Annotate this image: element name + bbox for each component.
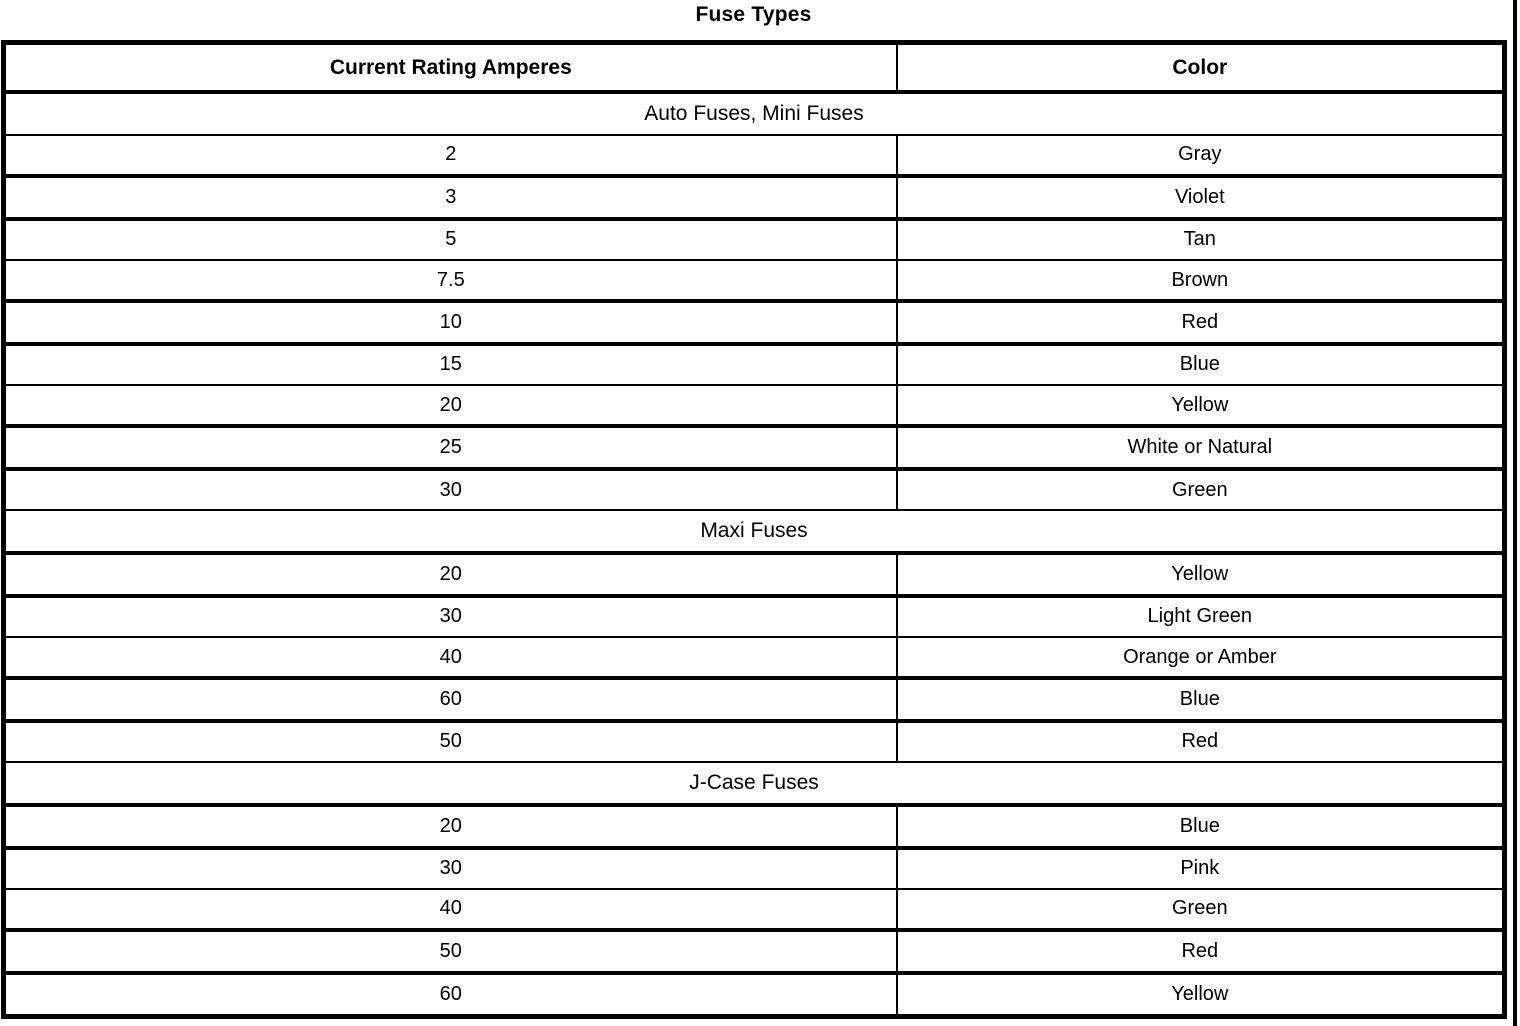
page-edge-divider — [1513, 0, 1517, 1026]
color-cell: Gray — [897, 135, 1505, 176]
amperes-cell: 50 — [4, 721, 897, 762]
table-row — [4, 260, 1505, 301]
column-header-amperes: Current Rating Amperes — [4, 43, 897, 93]
color-cell: Green — [897, 889, 1505, 930]
color-cell: Yellow — [897, 385, 1505, 426]
table-header-row — [4, 43, 1505, 93]
section-label-maxi-fuses: Maxi Fuses — [4, 510, 1505, 553]
color-cell: Blue — [897, 678, 1505, 721]
color-cell: Pink — [897, 848, 1505, 889]
page-title: Fuse Types — [695, 3, 812, 26]
amperes-cell: 7.5 — [4, 260, 897, 301]
section-row — [4, 510, 1505, 553]
amperes-cell: 50 — [4, 930, 897, 973]
color-cell: Yellow — [897, 973, 1505, 1017]
color-cell: Orange or Amber — [897, 637, 1505, 678]
amperes-cell: 5 — [4, 219, 897, 260]
amperes-cell: 15 — [4, 344, 897, 385]
amperes-cell: 3 — [4, 176, 897, 219]
color-cell: Red — [897, 301, 1505, 344]
amperes-cell: 2 — [4, 135, 897, 176]
section-label-auto-mini-fuses: Auto Fuses, Mini Fuses — [4, 92, 1505, 135]
color-cell: Green — [897, 469, 1505, 510]
section-row — [4, 762, 1505, 805]
table-row — [4, 385, 1505, 426]
section-label-j-case-fuses: J-Case Fuses — [4, 762, 1505, 805]
amperes-cell: 30 — [4, 469, 897, 510]
section-row — [4, 92, 1505, 135]
amperes-cell: 20 — [4, 553, 897, 596]
table-row — [4, 469, 1505, 510]
color-cell: Violet — [897, 176, 1505, 219]
table-row — [4, 426, 1505, 469]
amperes-cell: 10 — [4, 301, 897, 344]
amperes-cell: 40 — [4, 637, 897, 678]
table-row — [4, 596, 1505, 637]
column-header-color: Color — [897, 43, 1505, 93]
color-cell: Red — [897, 721, 1505, 762]
table-row — [4, 219, 1505, 260]
table-row — [4, 930, 1505, 973]
table-row — [4, 848, 1505, 889]
table-row — [4, 973, 1505, 1017]
amperes-cell: 20 — [4, 805, 897, 848]
amperes-cell: 30 — [4, 596, 897, 637]
table-row — [4, 301, 1505, 344]
color-cell: Blue — [897, 344, 1505, 385]
amperes-cell: 40 — [4, 889, 897, 930]
color-cell: Light Green — [897, 596, 1505, 637]
table-row — [4, 637, 1505, 678]
table-row — [4, 721, 1505, 762]
color-cell: Red — [897, 930, 1505, 973]
table-row — [4, 889, 1505, 930]
amperes-cell: 25 — [4, 426, 897, 469]
table-row — [4, 176, 1505, 219]
color-cell: Tan — [897, 219, 1505, 260]
color-cell: Yellow — [897, 553, 1505, 596]
table-row — [4, 344, 1505, 385]
fuse-types-table — [1, 40, 1507, 1019]
color-cell: White or Natural — [897, 426, 1505, 469]
color-cell: Brown — [897, 260, 1505, 301]
table-row — [4, 678, 1505, 721]
amperes-cell: 60 — [4, 973, 897, 1017]
color-cell: Blue — [897, 805, 1505, 848]
table-row — [4, 135, 1505, 176]
amperes-cell: 30 — [4, 848, 897, 889]
table-row — [4, 553, 1505, 596]
table-row — [4, 805, 1505, 848]
amperes-cell: 20 — [4, 385, 897, 426]
amperes-cell: 60 — [4, 678, 897, 721]
